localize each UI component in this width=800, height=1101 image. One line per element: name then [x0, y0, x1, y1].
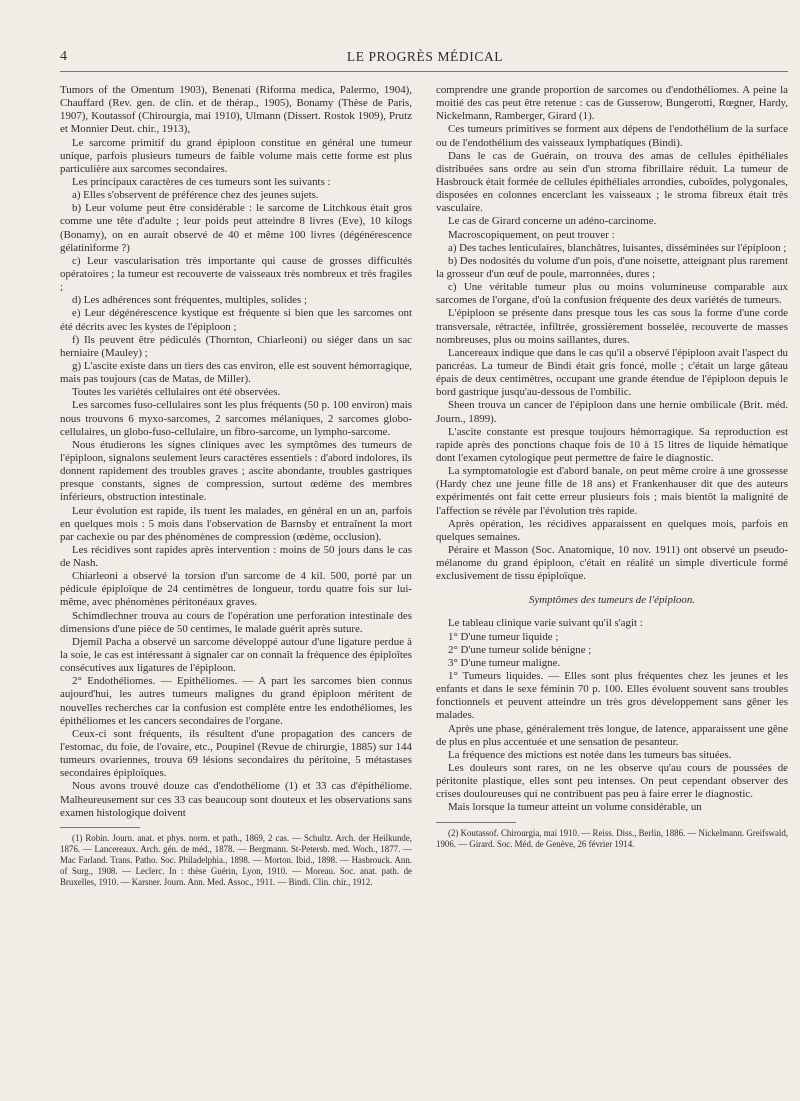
- body-paragraph: Sheen trouva un cancer de l'épiploon dans une hernie ombilicale (Brit. méd. Journ., 1899).: [436, 399, 788, 425]
- body-paragraph: c) Leur vascularisation très importante qui cause de grosses difficultés opératoires ; la tumeur est recouverte de vaisseaux très nombreux et très fragiles ;: [60, 254, 412, 294]
- body-paragraph: Leur évolution est rapide, ils tuent les malades, en général en un an, parfois en quelques mois : 5 mois dans l'observation de Barnsby et entraînent la mort par cachexie ou par des phénomènes de compression (œdème, occlusion).: [60, 504, 412, 543]
- footnote-rule: [436, 822, 516, 823]
- right-column: [436, 84, 788, 850]
- body-paragraph: L'ascite constante est presque toujours hémorragique. Sa reproduction est rapide après des ponctions chaque fois de 10 à 15 litres de liquide hématique dont l'examen cytologique peut permettre de faire le diagnostic.: [436, 425, 788, 464]
- body-paragraph: Toutes les variétés cellulaires ont été observées.: [72, 386, 281, 399]
- body-paragraph: 2° Endothéliomes. — Epithéliomes. — A part les sarcomes bien connus aujourd'hui, les autres tumeurs malignes du grand épiploon méritent de nouvelles recherches car la confusion est complète entre les endothéliomes, les épithéliomes et les cancers secondaires de l'organe.: [60, 675, 412, 727]
- body-paragraph: 1° D'une tumeur liquide ;: [448, 630, 559, 643]
- body-paragraph: Nous avons trouvé douze cas d'endothéliome (1) et 33 cas d'épithéliome. Malheureusement sur ces 33 cas beaucoup sont douteux et les observations sans examen histologique doivent: [60, 780, 412, 819]
- body-paragraph: Le cas de Girard concerne un adéno-carcinome.: [448, 215, 657, 228]
- journal-title: LE PROGRÈS MÉDICAL: [346, 49, 504, 64]
- body-paragraph: 1° Tumeurs liquides. — Elles sont plus fréquentes chez les jeunes et les enfants et dans le sexe féminin 70 p. 100. Elles évoluent souvent sans troubles fonctionnels et peuvent atteindre un très gros développement sans gêner les malades.: [436, 670, 788, 722]
- body-paragraph: e) Leur dégénérescence kystique est fréquente si bien que les sarcomes ont été décrits avec les kystes de l'épiploon ;: [60, 307, 412, 333]
- body-paragraph: g) L'ascite existe dans un tiers des cas environ, elle est souvent hémorragique, mais pas toujours (cas de Matas, de Miller).: [60, 359, 412, 386]
- body-paragraph: b) Des nodosités du volume d'un pois, d'une noisette, atteignant plus rarement la grosseur d'un œuf de poule, marronnées, dures ;: [436, 254, 788, 280]
- body-paragraph: Les récidives sont rapides après intervention : moins de 50 jours dans le cas de Nash.: [60, 543, 412, 570]
- body-paragraph: Tumors of the Omentum 1903), Benenati (Riforma medica, Palermo, 1904), Chauffard (Rev. gen. de clin. et de thérap., 1905), Bonamy (Thèse de Paris, 1907), Koutassof (Chirourgia, mai 1910), Ulmann (Dissert. Rostok 1909), Prutz et Monnier Deut. chir., 1913),: [60, 84, 412, 136]
- body-paragraph: Après une phase, généralement très longue, de latence, apparaissent une gêne de plus en plus accentuée et une sensation de pesanteur.: [436, 722, 788, 748]
- body-paragraph: 3° D'une tumeur maligne.: [448, 656, 561, 669]
- body-paragraph: Dans le cas de Guérain, on trouva des amas de cellules épithéliales distribuées sans ordre au sein d'un stroma fibrillaire réduit. La tumeur de Hasbrouck était formée de cellules épithéliales arrondies, cuboïdes, polygonales, disposées en colonnes encerclant les vaisseaux ; le stroma fibreux était très vasculaire.: [436, 149, 788, 215]
- footnote-rule: [60, 827, 140, 828]
- body-paragraph: Le sarcome primitif du grand épiploon constitue en général une tumeur unique, parfois plusieurs tumeurs de faible volume mais cette forme est plus particulière aux sarcomes secondaires.: [60, 136, 412, 175]
- body-paragraph: Ceux-ci sont fréquents, ils résultent d'une propagation des cancers de l'estomac, du foie, de l'ovaire, etc., Poupinel (Revue de chirurgie, 1885) sur 144 tumeurs ovariennes, trouva 69 lésions secondaires du péritoine, 5 métastases secondaires épiploïques.: [60, 727, 412, 780]
- page-header: [60, 49, 790, 69]
- body-paragraph: Chiarleoni a observé la torsion d'un sarcome de 4 kil. 500, porté par un pédicule épiploïque de 24 centimètres de longueur, tordu quatre fois sur lui-même, avec phénomènes péritonéaux graves.: [60, 570, 412, 609]
- body-paragraph: La fréquence des mictions est notée dans les tumeurs bas situées.: [448, 748, 732, 761]
- left-column: [60, 84, 412, 888]
- body-paragraph: d) Les adhérences sont fréquentes, multiples, solides ;: [72, 294, 307, 307]
- body-paragraph: c) Une véritable tumeur plus ou moins volumineuse comparable aux sarcomes de l'organe, d'où la confusion fréquente des deux variétés de tumeurs.: [436, 281, 788, 307]
- body-paragraph: Djemil Pacha a observé un sarcome développé autour d'une ligature perdue à la soie, le cas est intéressant à signaler car on connaît la fréquence des épiploïtes consécutives aux ligatures de l'épiploon.: [60, 635, 412, 675]
- body-paragraph: a) Elles s'observent de préférence chez des jeunes sujets.: [72, 189, 319, 202]
- body-paragraph: Les douleurs sont rares, on ne les observe qu'au cours de poussées de péritonite plastique, elles sont peu intenses. On peut cependant observer des crises douloureuses qui ne contribuent pas peu à faire errer le diagnostic.: [436, 762, 788, 801]
- body-paragraph: Schimdlechner trouva au cours de l'opération une perforation intestinale des dimensions d'une pièce de 50 centimes, le malade guérit après suture.: [60, 609, 412, 635]
- body-paragraph: Lancereaux indique que dans le cas qu'il a observé l'épiploon avait l'aspect du pancréas. La tumeur de Bindi était gris foncé, molle ; c'était un large gâteau épais de deux centimètres, occupant une grande étendue de l'épiploon depuis le bord gastrique jusqu'au-dessous de l'ombilic.: [436, 346, 788, 399]
- page-number: 4: [60, 49, 67, 64]
- body-paragraph: Le tableau clinique varie suivant qu'il s'agit :: [448, 617, 643, 630]
- body-paragraph: Péraire et Masson (Soc. Anatomique, 10 nov. 1911) ont observé un pseudo-mélanome du grand épiploon, c'était en réalité un simple diverticule formé exclusivement de tissu épiploïque.: [436, 543, 788, 583]
- body-paragraph: Les sarcomes fuso-cellulaires sont les plus fréquents (50 p. 100 environ) mais nous trouvons 6 myxo-sarcomes, 2 sarcomes mélaniques, 2 sarcomes globo-cellulaires, un globo-fuso-cellulaire, un fibro-sarcome, un lympho-sarcome.: [60, 399, 412, 438]
- body-paragraph: La symptomatologie est d'abord banale, on peut même croire à une grossesse (Hardy chez une jeune fille de 18 ans) et Frankenhauser dit que des auteurs expérimentés ont fait cette erreur plusieurs fois ; mais bientôt la malignité de l'affection se révèle par l'évolution très rapide.: [436, 465, 788, 517]
- footnote: (1) Robin. Journ. anat. et phys. norm. et path., 1869, 2 cas. — Schultz. Arch. der Heilkunde, 1876. — Lancereaux. Arch. gén. de méd., 1878. — Bergmann. St-Petersb. med. Woch., 1877. — Mac Farland. Trans. Patho. Soc. Philadelphia., 1898. — Morton. Ibid., 1898. — Hasbrouck. Ann. of Surg., 1908. — Leclerc. In : thèse Guérin, Lyon, 1910. — Moreau. Soc. anat. path. de Bruxelles, 1910. — Karsner. Journ. Ann. Med. Assoc., 1911. — Bindi. Clin. chir., 1912.: [60, 832, 412, 888]
- body-paragraph: L'épiploon se présente dans presque tous les cas sous la forme d'une corde transversale, rétractée, infiltrée, grossièrement bosselée, recouverte de masses nombreuses, plus ou moins saillantes, dures.: [436, 307, 788, 346]
- body-paragraph: f) Ils peuvent être pédiculés (Thornton, Chiarleoni) ou siéger dans un sac herniaire (Mauley) ;: [60, 333, 412, 359]
- body-paragraph: Après opération, les récidives apparaissent en quelques mois, parfois en quelques semaines.: [436, 517, 788, 543]
- body-paragraph: comprendre une grande proportion de sarcomes ou d'endothéliomes. A peine la moitié des cas peut être retenue : cas de Gusserow, Bungerotti, Rœgner, Hardy, Nickelmann, Ramberger, Girard (1).: [436, 84, 788, 123]
- footnote: (2) Koutassof. Chirourgia, mai 1910. — Reiss. Diss., Berlin, 1886. — Nickelmann. Greifswald, 1906. — Girard. Soc. Méd. de Genève, 26 février 1914.: [436, 827, 789, 849]
- body-paragraph: b) Leur volume peut être considérable : le sarcome de Litchkous était gros comme une tête d'adulte ; leur poids peut atteindre 8 livres (Eve), 10 kilogs (Bonamy), on en aurait observé de 40 et même 100 livres (dégénérescence gélatiniforme ?): [60, 202, 412, 254]
- section-heading: Symptômes des tumeurs de l'épiploon.: [529, 594, 695, 607]
- body-paragraph: Ces tumeurs primitives se forment aux dépens de l'endothélium de la surface ou de l'endothélium des vaisseaux lymphatiques (Bindi).: [436, 123, 788, 149]
- body-paragraph: Les principaux caractères de ces tumeurs sont les suivants :: [72, 175, 331, 188]
- body-paragraph: Nous étudierons les signes cliniques avec les symptômes des tumeurs de l'épiploon, signalons seulement leurs caractères essentiels : d'abord indolores, ils donnent rapidement des troubles graves ; ascite abondante, troubles gastriques presque constants, signes de compression, surtout œdème des membres inférieurs, obstruction intestinale.: [60, 438, 412, 504]
- body-paragraph: Macroscopiquement, on peut trouver :: [448, 228, 615, 241]
- body-paragraph: Mais lorsque la tumeur atteint un volume considérable, un: [448, 801, 702, 814]
- body-paragraph: a) Des taches lenticulaires, blanchâtres, luisantes, disséminées sur l'épiploon ;: [448, 241, 787, 254]
- body-paragraph: 2° D'une tumeur solide bénigne ;: [448, 643, 592, 656]
- header-rule: [60, 71, 788, 72]
